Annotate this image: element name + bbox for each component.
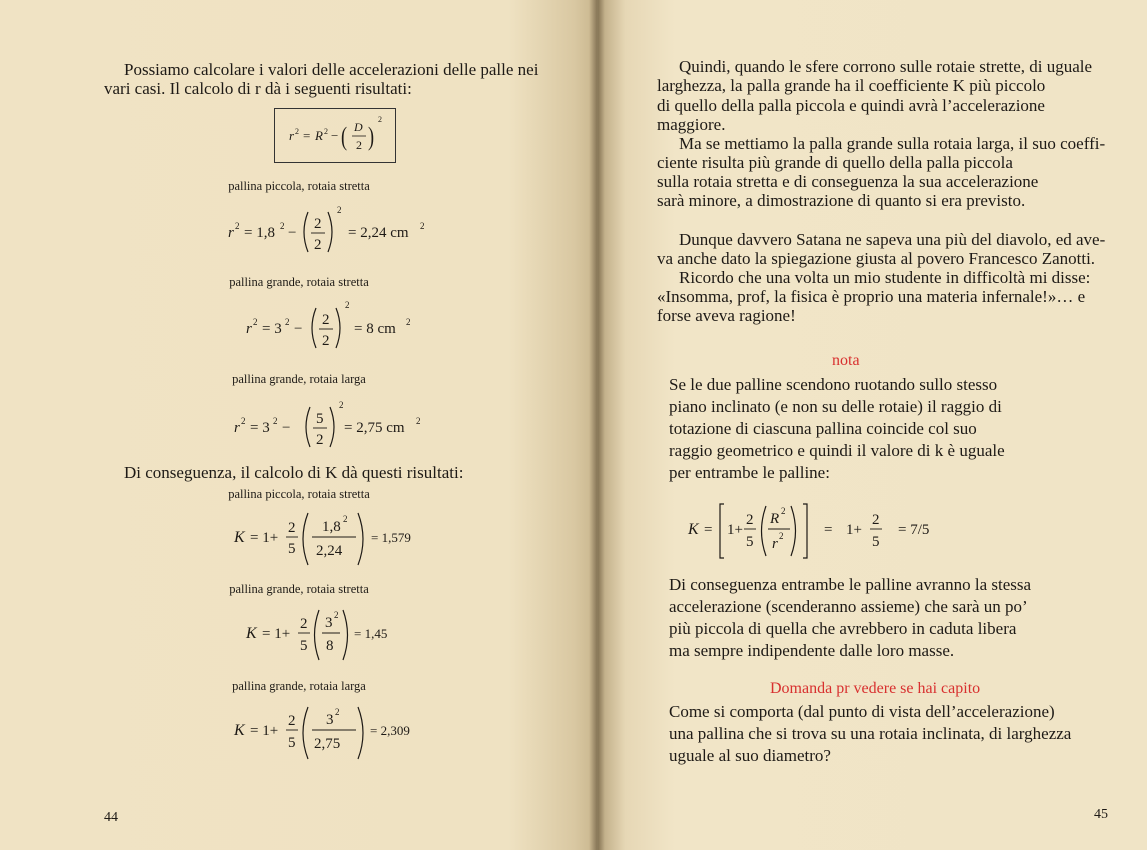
after-line-1: Di conseguenza entrambe le palline avranno la stessa [669, 575, 1032, 594]
nota-line-5: per entrambe le palline: [669, 463, 830, 482]
svg-text:2: 2 [416, 416, 421, 426]
svg-text:r: r [246, 321, 252, 337]
after-line-2: accelerazione (scenderanno assieme) che sarà un po’ [669, 597, 1028, 616]
question-line-1: Come si comporta (dal punto di vista dell’accelerazione) [669, 702, 1055, 721]
svg-text:r: r [234, 420, 240, 436]
para3-line-2: va anche dato la spiegazione giusta al povero Francesco Zanotti. [657, 249, 1096, 268]
para1-line-2: larghezza, la palla grande ha il coefficiente K più piccolo [657, 76, 1046, 95]
r-equation-1 [222, 200, 462, 260]
svg-text:2: 2 [322, 312, 330, 328]
svg-text:5: 5 [300, 638, 308, 654]
k-result-2: = 1,45 [354, 626, 388, 641]
svg-text:r: r [289, 128, 295, 143]
radius-formula [275, 109, 395, 162]
r-result-3: = 2,75 cm [344, 420, 405, 436]
svg-text:= 1+: = 1+ [262, 626, 291, 642]
svg-text:= 1+: = 1+ [250, 530, 279, 546]
svg-text:2: 2 [378, 115, 382, 124]
svg-text:2: 2 [406, 317, 411, 327]
svg-text:2: 2 [322, 333, 330, 349]
svg-text:r: r [228, 225, 234, 241]
k-equation-1 [230, 509, 470, 571]
r-result-1: = 2,24 cm [348, 225, 409, 241]
svg-text:=: = [704, 522, 713, 538]
k-caption-3: pallina grande, rotaia larga [232, 679, 366, 693]
k-heading: Di conseguenza, il calcolo di K dà questi risultati: [124, 463, 464, 482]
nota-title: nota [832, 352, 860, 369]
svg-text:K: K [234, 529, 245, 546]
svg-text:K: K [688, 521, 699, 538]
r-caption-3: pallina grande, rotaia larga [232, 372, 366, 386]
svg-text:K: K [246, 625, 257, 642]
intro-line-2: vari casi. Il calcolo di r dà i seguenti risultati: [104, 79, 412, 98]
formula-result: = 7/5 [898, 522, 930, 538]
k-caption-2: pallina grande, rotaia stretta [229, 582, 369, 596]
para2-line-2: ciente risulta più grande di quello della palla piccola [657, 153, 1013, 172]
k-equation-3 [230, 703, 460, 765]
k-rolling-formula [684, 496, 964, 564]
svg-text:2: 2 [335, 707, 340, 717]
svg-text:2: 2 [339, 400, 344, 410]
svg-text:2: 2 [316, 432, 324, 448]
svg-text:2: 2 [872, 512, 880, 528]
svg-text:5: 5 [746, 534, 754, 550]
svg-text:−: − [294, 321, 303, 337]
svg-text:2: 2 [285, 317, 290, 327]
svg-text:=: = [303, 128, 311, 143]
svg-text:2: 2 [345, 300, 350, 310]
right-page [598, 0, 1147, 850]
para1-line-3: di quello della palla piccola e quindi avrà l’accelerazione [657, 96, 1045, 115]
svg-text:R: R [770, 511, 780, 527]
svg-text:2: 2 [314, 216, 322, 232]
k-denominator-2: 8 [326, 638, 334, 654]
question-line-3: uguale al suo diametro? [669, 746, 831, 765]
svg-text:=: = [824, 522, 833, 538]
para2-line-3: sulla rotaia stretta e di conseguenza la sua accelerazione [657, 172, 1039, 191]
svg-text:2: 2 [420, 221, 425, 231]
question-title: Domanda pr vedere se hai capito [770, 680, 981, 697]
k-numerator-3: 3 [326, 712, 334, 728]
k-numerator-2: 3 [325, 615, 333, 631]
question-line-2: una pallina che si trova su una rotaia inclinata, di larghezza [669, 724, 1072, 743]
svg-text:2: 2 [280, 221, 285, 231]
para1-line-4: maggiore. [657, 115, 726, 134]
svg-text:2: 2 [235, 221, 240, 231]
k-denominator-1: 2,24 [316, 543, 343, 559]
para3-line-1: Dunque davvero Satana ne sapeva una più del diavolo, ed ave- [679, 230, 1106, 249]
r-caption-1: pallina piccola, rotaia stretta [228, 179, 370, 193]
radius-formula-box [274, 108, 396, 163]
svg-text:−: − [282, 420, 291, 436]
nota-line-3: totazione di ciascuna pallina coincide col suo [669, 419, 977, 438]
k-numerator-1: 1,8 [322, 519, 341, 535]
svg-text:2: 2 [253, 317, 258, 327]
page-number-left: 44 [104, 810, 118, 825]
svg-text:5: 5 [288, 541, 296, 557]
k-result-3: = 2,309 [370, 723, 410, 738]
para4-line-1: Ricordo che una volta un mio studente in difficoltà mi disse: [679, 268, 1091, 287]
svg-text:1+: 1+ [727, 522, 743, 538]
svg-text:2: 2 [356, 138, 362, 152]
svg-text:2: 2 [334, 610, 339, 620]
nota-line-4: raggio geometrico e quindi il valore di k è uguale [669, 441, 1005, 460]
nota-line-2: piano inclinato (e non su delle rotaie) il raggio di [669, 397, 1002, 416]
svg-text:2: 2 [300, 616, 308, 632]
para2-line-1: Ma se mettiamo la palla grande sulla rotaia larga, il suo coeffi- [679, 134, 1106, 153]
svg-text:= 1+: = 1+ [250, 723, 279, 739]
svg-text:D: D [354, 120, 363, 134]
svg-text:2: 2 [288, 713, 296, 729]
svg-text:5: 5 [316, 411, 324, 427]
r-caption-2: pallina grande, rotaia stretta [229, 275, 369, 289]
svg-text:r: r [772, 536, 778, 552]
k-denominator-3: 2,75 [314, 736, 341, 752]
svg-text:−: − [288, 225, 297, 241]
intro-line-1: Possiamo calcolare i valori delle accelerazioni delle palle nei [124, 60, 539, 79]
nota-line-1: Se le due palline scendono ruotando sullo stesso [669, 375, 998, 394]
para4-line-3: forse aveva ragione! [657, 306, 796, 325]
svg-text:2: 2 [241, 416, 246, 426]
svg-text:= 3: = 3 [262, 321, 282, 337]
svg-text:2: 2 [781, 506, 786, 516]
para1-line-1: Quindi, quando le sfere corrono sulle rotaie strette, di uguale [679, 57, 1093, 76]
svg-text:(: ( [341, 121, 348, 151]
svg-text:2: 2 [779, 531, 784, 541]
r-result-2: = 8 cm [354, 321, 396, 337]
r-equation-3 [228, 395, 438, 457]
svg-text:1+: 1+ [846, 522, 862, 538]
svg-text:= 1,8: = 1,8 [244, 225, 275, 241]
k-equation-2 [242, 604, 442, 666]
after-line-4: ma sempre indipendente dalle loro masse. [669, 641, 955, 660]
svg-text:2: 2 [288, 520, 296, 536]
svg-text:2: 2 [746, 512, 754, 528]
svg-text:5: 5 [872, 534, 880, 550]
svg-text:2: 2 [295, 127, 299, 136]
r-equation-2 [238, 297, 438, 357]
svg-text:K: K [234, 722, 245, 739]
svg-text:2: 2 [343, 514, 348, 524]
svg-text:2: 2 [324, 127, 328, 136]
svg-text:= 3: = 3 [250, 420, 270, 436]
svg-text:2: 2 [273, 416, 278, 426]
svg-text:2: 2 [314, 237, 322, 253]
after-line-3: più piccola di quella che avrebbero in caduta libera [669, 619, 1017, 638]
k-caption-1: pallina piccola, rotaia stretta [228, 487, 370, 501]
svg-text:−: − [331, 128, 339, 143]
para2-line-4: sarà minore, a dimostrazione di quanto si era previsto. [657, 191, 1026, 210]
svg-text:2: 2 [337, 205, 342, 215]
k-result-1: = 1,579 [371, 530, 411, 545]
svg-text:5: 5 [288, 735, 296, 751]
svg-text:R: R [315, 128, 323, 143]
page-number-right: 45 [1094, 807, 1108, 822]
para4-line-2: «Insomma, prof, la fisica è proprio una materia infernale!»… e [657, 287, 1086, 306]
book-gutter [589, 0, 605, 850]
svg-text:): ) [368, 121, 375, 151]
